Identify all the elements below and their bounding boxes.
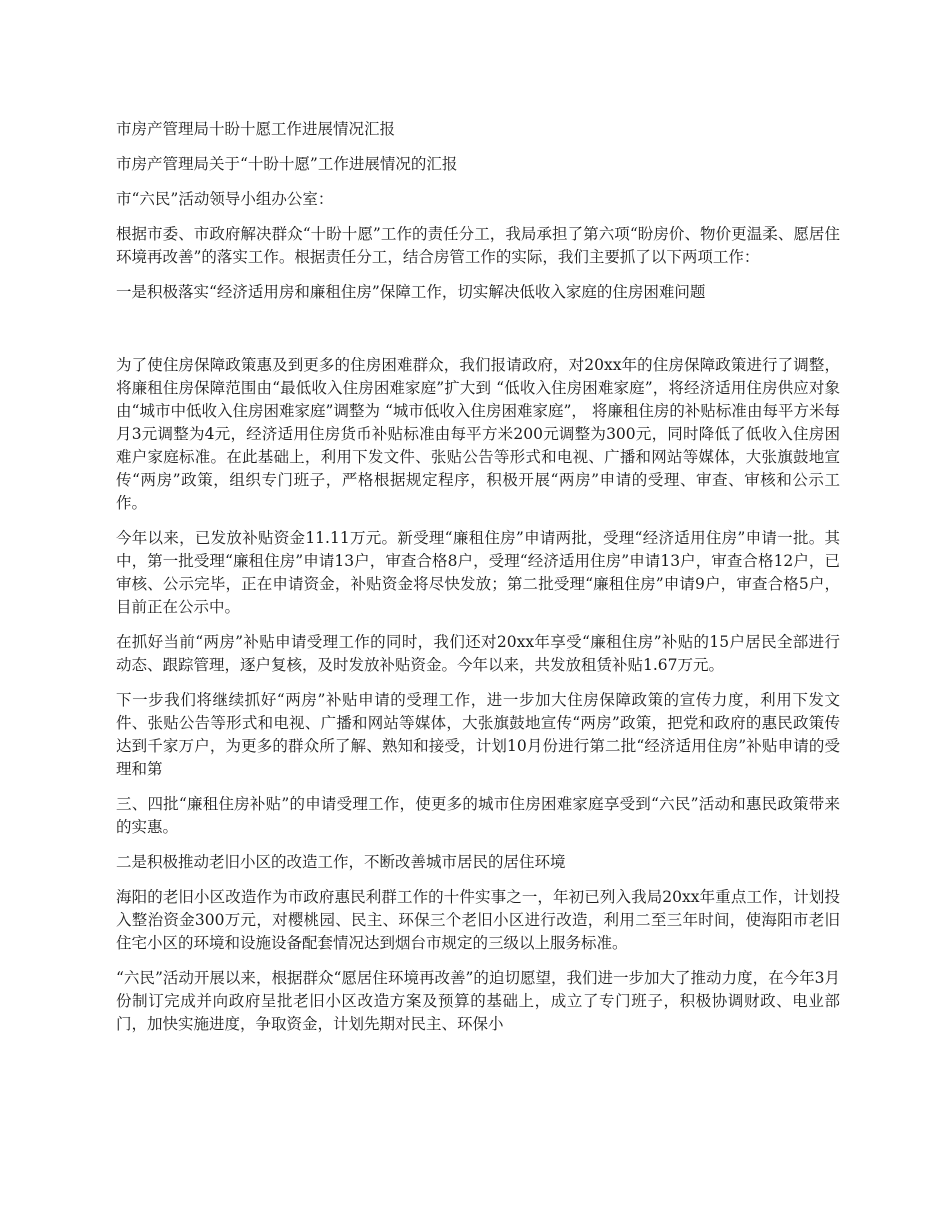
body-paragraph: 在抓好当前“两房”补贴申请受理工作的同时，我们还对20xx年享受“廉租住房”补贴的15户居民全部进行动态、跟踪管理，逐户复核，及时发放补贴资金。今年以来，共发放租赁补贴1.67万元。 [116,633,840,674]
body-paragraph: 下一步我们将继续抓好“两房”补贴申请的受理工作，进一步加大住房保障政策的宣传力度，利用下发文件、张贴公告等形式和电视、广播和网站等媒体，大张旗鼓地宣传“两房”政策，把党和政府的惠民政策传达到千家万户，为更多的群众所了解、熟知和接受，计划10月份进行第二批“经济适用住房”补贴申请的受理和第 [116,691,840,778]
spacer [116,316,840,354]
document-subtitle: 市房产管理局关于“十盼十愿”工作进展情况的汇报 [116,155,458,173]
body-paragraph: 根据市委、市政府解决群众“十盼十愿”工作的责任分工，我局承担了第六项“盼房价、物价更温柔、愿居住环境再改善”的落实工作。根据责任分工，结合房管工作的实际，我们主要抓了以下两项工作： [116,225,840,266]
body-paragraph: 三、四批“廉租住房补贴”的申请受理工作，使更多的城市住房困难家庭享受到“六民”活动和惠民政策带来的实惠。 [116,795,840,836]
body-paragraph: 今年以来，已发放补贴资金11.11万元。新受理“廉租住房”申请两批，受理“经济适用住房”申请一批。其中，第一批受理“廉租住房”申请13户，审查合格8户，受理“经济适用住房”申请13户，审查合格12户，已审核、公示完毕，正在申请资金，补贴资金将尽快发放；第二批受理“廉租住房”申请9户，审查合格5户，目前正在公示中。 [116,529,840,616]
document-addressee: 市“六民”活动领导小组办公室： [116,190,334,208]
document-page [116,118,840,1048]
body-paragraph: “六民”活动开展以来，根据群众“愿居住环境再改善”的迫切愿望，我们进一步加大了推动力度，在今年3月份制订完成并向政府呈批老旧小区改造方案及预算的基础上，成立了专门班子，积极协调财政、电业部门，加快实施进度，争取资金，计划先期对民主、环保小 [116,969,840,1033]
body-paragraph: 海阳的老旧小区改造作为市政府惠民利群工作的十件实事之一，年初已列入我局20xx年重点工作，计划投入整治资金300万元，对樱桃园、民主、环保三个老旧小区进行改造，利用二至三年时间，使海阳市老旧住宅小区的环境和设施设备配套情况达到烟台市规定的三级以上服务标准。 [116,888,840,952]
document-title: 市房产管理局十盼十愿工作进展情况汇报 [116,120,396,138]
section-heading-2: 二是积极推动老旧小区的改造工作，不断改善城市居民的居住环境 [116,853,566,871]
section-heading-1: 一是积极落实“经济适用房和廉租住房”保障工作，切实解决低收入家庭的住房困难问题 [116,283,706,301]
body-paragraph: 为了使住房保障政策惠及到更多的住房困难群众，我们报请政府，对20xx年的住房保障政策进行了调整，将廉租住房保障范围由“最低收入住房困难家庭”扩大到 “低收入住房困难家庭”，将经济适用住房供应对象由“城市中低收入住房困难家庭”调整为 “城市低收入住房困难家庭”， 将廉租住房的补贴标准由每平方米每月3元调整为4元，经济适用住房货币补贴标准由每平方米200元调整为300元，同时降低了低收入住房困难户家庭标准。在此基础上，利用下发文件、张贴公告等形式和电视、广播和网站等媒体，大张旗鼓地宣传“两房”政策，组织专门班子，严格根据规定程序，积极开展“两房”申请的受理、审查、审核和公示工作。 [116,356,840,512]
